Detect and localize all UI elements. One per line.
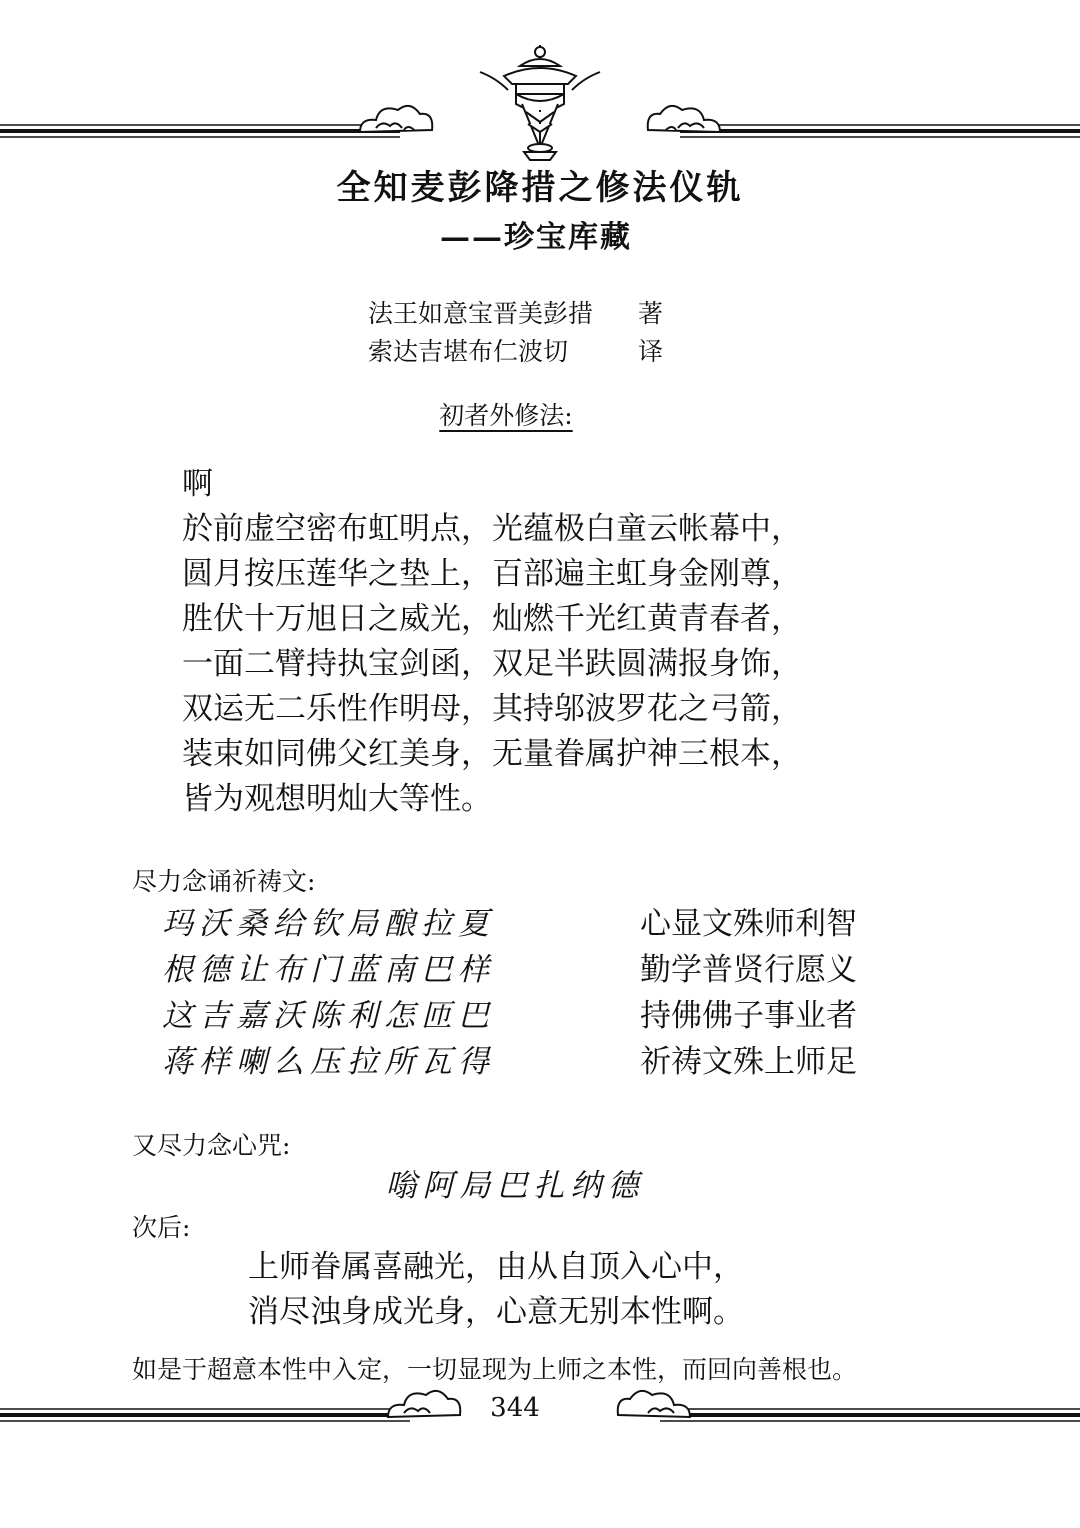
credit-role: 著 bbox=[638, 299, 664, 328]
mantra-label: 又尽力念心咒: bbox=[132, 1131, 291, 1160]
prayer-phonetic: 玛沃桑给钦局酿拉夏 bbox=[162, 906, 495, 942]
final-verse-line: 消尽浊身成光身，心意无别本性啊。 bbox=[248, 1294, 744, 1330]
prayer-label: 尽力念诵祈祷文: bbox=[132, 867, 316, 896]
heart-mantra: 嗡阿局巴扎纳德 bbox=[385, 1168, 645, 1204]
cloud-left-icon bbox=[360, 106, 432, 132]
page-number: 344 bbox=[490, 1393, 540, 1423]
prayer-phonetic: 根德让布门蓝南巴样 bbox=[162, 952, 495, 988]
prayer-meaning: 持佛佛子事业者 bbox=[640, 998, 857, 1034]
prayer-phonetic: 蒋样喇么压拉所瓦得 bbox=[162, 1044, 495, 1080]
prayer-phonetic: 这吉嘉沃陈利怎匝巴 bbox=[162, 998, 495, 1034]
verse-line: 胜伏十万旭日之威光，灿燃千光红黄青春者， bbox=[182, 601, 802, 637]
page-title: 全知麦彭降措之修法仪轨 bbox=[336, 168, 744, 208]
verse-intro: 啊 bbox=[182, 466, 213, 502]
victory-banner-icon bbox=[480, 45, 600, 160]
top-ornament bbox=[0, 40, 1080, 170]
verse-line: 於前虚空密布虹明点，光蕴极白童云帐幕中， bbox=[182, 511, 802, 547]
translator-credit bbox=[368, 332, 688, 368]
verse-line: 装束如同佛父红美身，无量眷属护神三根本， bbox=[182, 736, 802, 772]
section-heading: 初者外修法: bbox=[439, 401, 573, 430]
prayer-meaning: 心显文殊师利智 bbox=[640, 906, 857, 942]
verse-line: 双运无二乐性作明母，其持邬波罗花之弓箭， bbox=[182, 691, 802, 727]
cloud-right-icon bbox=[648, 106, 720, 132]
author-credit bbox=[368, 294, 688, 330]
verse-line: 皆为观想明灿大等性。 bbox=[182, 781, 492, 817]
verse-line: 圆月按压莲华之垫上，百部遍主虹身金刚尊， bbox=[182, 556, 802, 592]
page-subtitle: ——珍宝库藏 bbox=[440, 220, 632, 255]
credit-name: 索达吉堪布仁波切 bbox=[368, 337, 569, 366]
prayer-meaning: 祈祷文殊上师足 bbox=[640, 1044, 857, 1080]
credit-name: 法王如意宝晋美彭措 bbox=[368, 299, 594, 328]
closing-text: 如是于超意本性中入定，一切显现为上师之本性，而回向善根也。 bbox=[132, 1355, 858, 1384]
prayer-meaning: 勤学普贤行愿义 bbox=[640, 952, 857, 988]
verse-line: 一面二臂持执宝剑函，双足半趺圆满报身饰， bbox=[182, 646, 802, 682]
credit-role: 译 bbox=[638, 337, 664, 366]
final-verse-line: 上师眷属喜融光，由从自顶入心中， bbox=[248, 1249, 744, 1285]
after-label: 次后: bbox=[132, 1213, 191, 1242]
